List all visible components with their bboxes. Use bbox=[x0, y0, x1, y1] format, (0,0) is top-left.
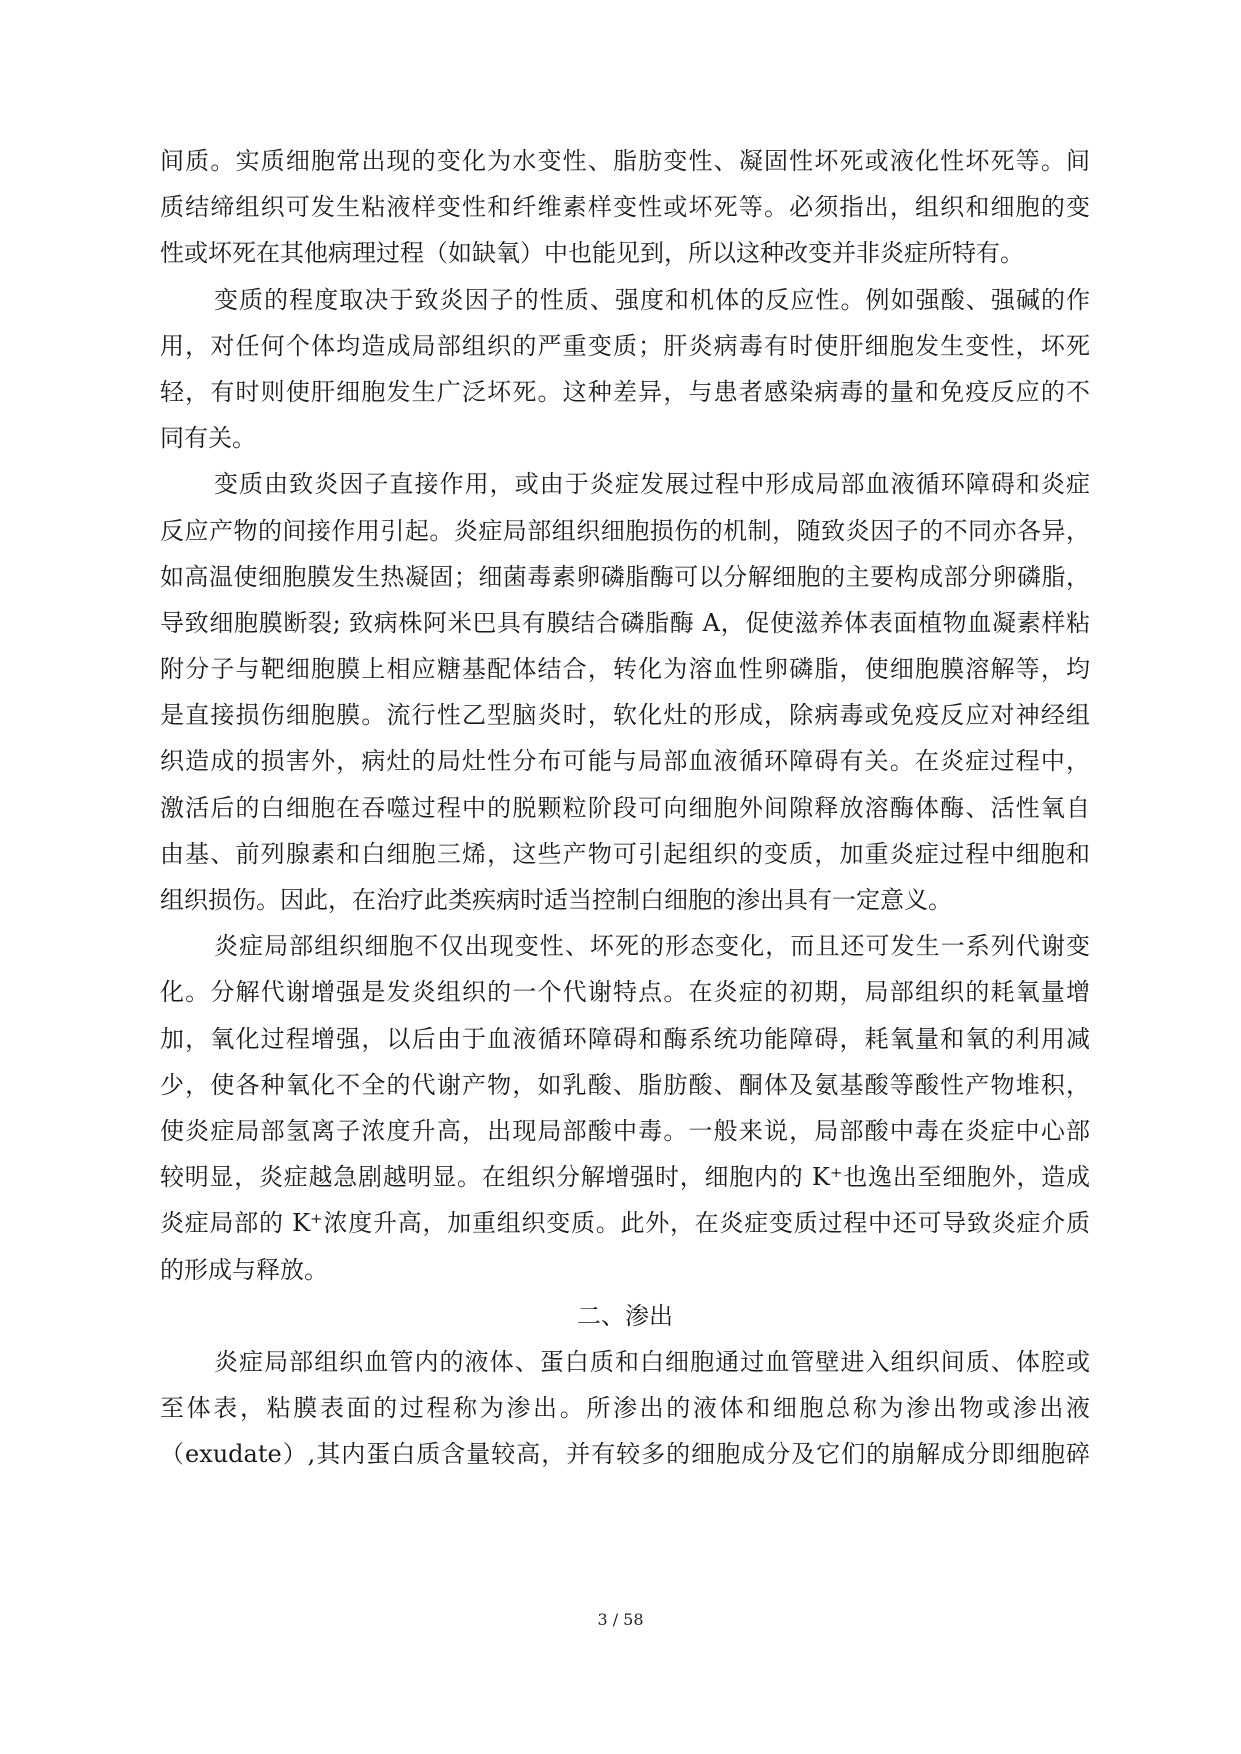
text-line: 性或坏死在其他病理过程（如缺氧）中也能见到，所以这种改变并非炎症所特有。 bbox=[160, 239, 1024, 268]
text-line: 轻，有时则使肝细胞发生广泛坏死。这种差异，与患者感染病毒的量和免疫反应的不 bbox=[160, 377, 1090, 406]
text-line: 是直接损伤细胞膜。流行性乙型脑炎时，软化灶的形成，除病毒或免疫反应对神经组 bbox=[160, 701, 1090, 730]
text-line: 间质。实质细胞常出现的变化为水变性、脂肪变性、凝固性坏死或液化性坏死等。间 bbox=[160, 147, 1090, 175]
text-line: 变质的程度取决于致炎因子的性质、强度和机体的反应性。例如强酸、强碱的作 bbox=[214, 285, 1090, 314]
text-line: 炎症局部组织血管内的液体、蛋白质和白细胞通过血管壁进入组织间质、体腔或 bbox=[214, 1347, 1090, 1376]
text-line: 的形成与释放。 bbox=[160, 1255, 328, 1284]
page-number: 3 / 58 bbox=[597, 1610, 644, 1629]
paragraph-4 bbox=[160, 923, 1090, 1293]
text-line: 用，对任何个体均造成局部组织的严重变质；肝炎病毒有时使肝细胞发生变性，坏死 bbox=[160, 331, 1090, 360]
text-line: 变质由致炎因子直接作用，或由于炎症发展过程中形成局部血液循环障碍和炎症 bbox=[214, 470, 1090, 499]
text-line: 附分子与靶细胞膜上相应糖基配体结合，转化为溶血性卵磷脂，使细胞膜溶解等，均 bbox=[160, 655, 1090, 684]
section-heading: 二、渗出 bbox=[577, 1301, 673, 1330]
document-body bbox=[160, 138, 1090, 1477]
text-line: 较明显，炎症越急剧越明显。在组织分解增强时，细胞内的 K⁺也逸出至细胞外，造成 bbox=[160, 1163, 1090, 1192]
text-line: 同有关。 bbox=[160, 424, 256, 453]
text-line: 炎症局部的 K⁺浓度升高，加重组织变质。此外，在炎症变质过程中还可导致炎症介质 bbox=[160, 1209, 1090, 1238]
text-line: 至体表，粘膜表面的过程称为渗出。所渗出的液体和细胞总称为渗出物或渗出液 bbox=[160, 1394, 1090, 1423]
text-line: 加，氧化过程增强，以后由于血液循环障碍和酶系统功能障碍，耗氧量和氧的利用减 bbox=[160, 1024, 1090, 1053]
text-line: 反应产物的间接作用引起。炎症局部组织细胞损伤的机制，随致炎因子的不同亦各异， bbox=[160, 516, 1090, 545]
paragraph-2 bbox=[160, 277, 1090, 462]
text-line: 炎症局部组织细胞不仅出现变性、坏死的形态变化，而且还可发生一系列代谢变 bbox=[214, 932, 1090, 961]
text-line: 化。分解代谢增强是发炎组织的一个代谢特点。在炎症的初期，局部组织的耗氧量增 bbox=[160, 978, 1090, 1007]
paragraph-3 bbox=[160, 461, 1090, 923]
text-line: 质结缔组织可发生粘液样变性和纤维素样变性或坏死等。必须指出，组织和细胞的变 bbox=[160, 193, 1090, 222]
text-line: 组织损伤。因此，在治疗此类疾病时适当控制白细胞的渗出具有一定意义。 bbox=[160, 886, 952, 914]
text-line: 导致细胞膜断裂; 致病株阿米巴具有膜结合磷脂酶 A，促使滋养体表面植物血凝素样粘 bbox=[160, 608, 1090, 637]
text-line: 激活后的白细胞在吞噬过程中的脱颗粒阶段可向细胞外间隙释放溶酶体酶、活性氧自 bbox=[160, 793, 1090, 822]
text-line: 如高温使细胞膜发生热凝固；细菌毒素卵磷脂酶可以分解细胞的主要构成部分卵磷脂， bbox=[160, 562, 1090, 591]
text-line: 织造成的损害外，病灶的局灶性分布可能与局部血液循环障碍有关。在炎症过程中， bbox=[160, 747, 1090, 776]
text-line: 少，使各种氧化不全的代谢产物，如乳酸、脂肪酸、酮体及氨基酸等酸性产物堆积， bbox=[160, 1070, 1090, 1099]
text-line: （exudate）,其内蛋白质含量较高，并有较多的细胞成分及它们的崩解成分即细胞碎 bbox=[160, 1440, 1090, 1469]
paragraph-5 bbox=[160, 1339, 1090, 1478]
text-line: 使炎症局部氢离子浓度升高，出现局部酸中毒。一般来说，局部酸中毒在炎症中心部 bbox=[160, 1116, 1090, 1145]
paragraph-1 bbox=[160, 138, 1090, 277]
text-line: 由基、前列腺素和白细胞三烯，这些产物可引起组织的变质，加重炎症过程中细胞和 bbox=[160, 839, 1090, 868]
